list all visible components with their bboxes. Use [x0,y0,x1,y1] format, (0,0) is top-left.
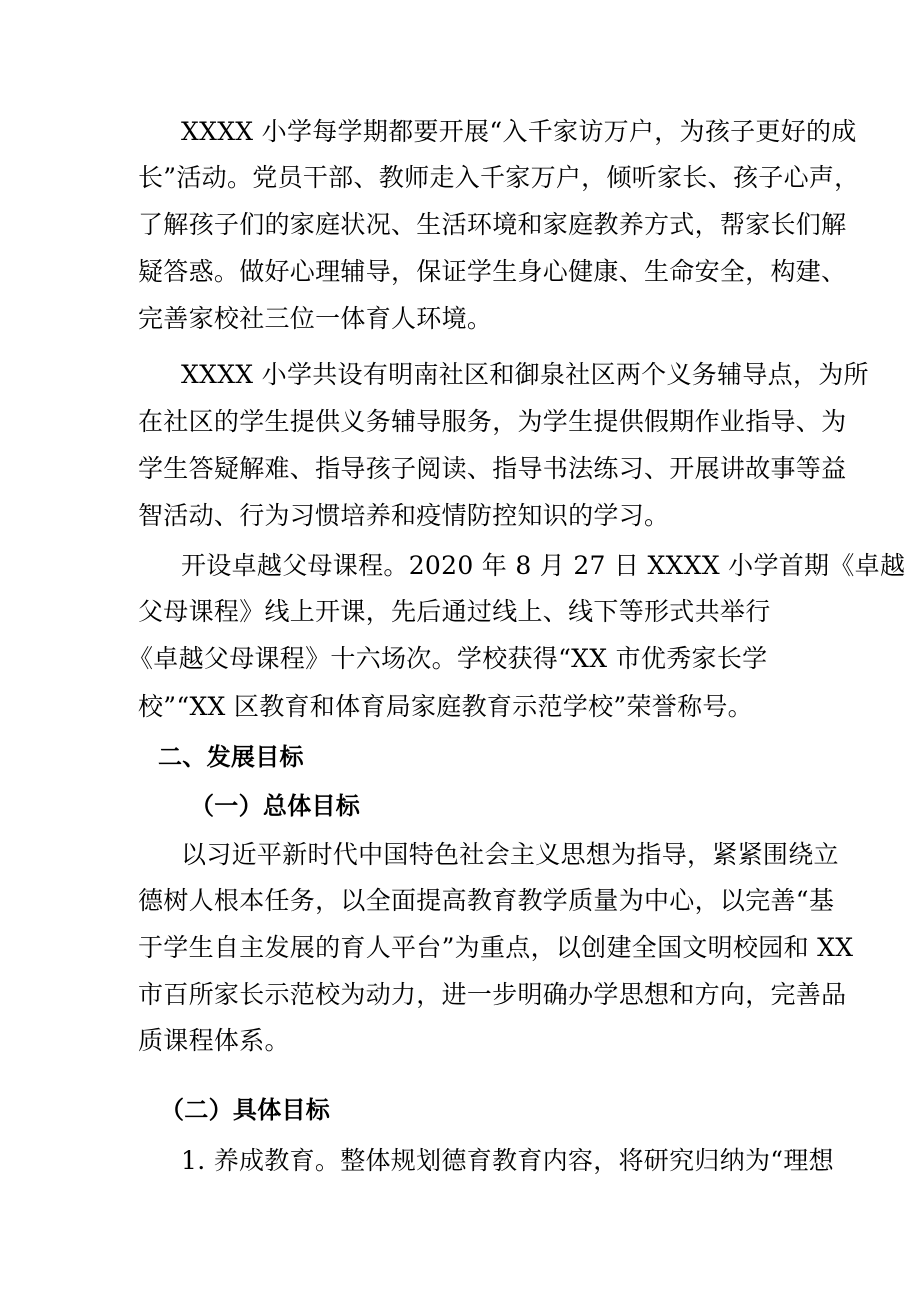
paragraph-4-line-5: 质课程体系。 [138,1026,290,1055]
paragraph-1-line-1: XXXX 小学每学期都要开展“入千家访万户，为孩子更好的成 [181,117,857,146]
paragraph-1-line-2: 长”活动。党员干部、教师走入千家万户，倾听家长、孩子心声， [138,163,860,192]
subheading-overall-goals: （一）总体目标 [190,792,361,820]
section-heading-development-goals: 二、发展目标 [158,743,304,771]
paragraph-5-line-1: 1. 养成教育。整体规划德育教育内容，将研究归纳为“理想 [181,1146,834,1175]
paragraph-3-line-4: 校”“XX 区教育和体育局家庭教育示范学校”荣誉称号。 [138,692,753,721]
paragraph-3-line-1: 开设卓越父母课程。2020 年 8 月 27 日 XXXX 小学首期《卓越 [181,551,906,580]
paragraph-2-line-1: XXXX 小学共设有明南社区和御泉社区两个义务辅导点，为所 [181,360,869,389]
paragraph-4-line-3: 于学生自主发展的育人平台”为重点，以创建全国文明校园和 XX [138,933,854,962]
paragraph-3-line-3: 《卓越父母课程》十六场次。学校获得“XX 市优秀家长学 [128,644,768,673]
paragraph-2-line-3: 学生答疑解难、指导孩子阅读、指导书法练习、开展讲故事等益 [138,454,847,483]
paragraph-1-line-5: 完善家校社三位一体育人环境。 [138,304,493,333]
paragraph-2-line-4: 智活动、行为习惯培养和疫情防控知识的学习。 [138,501,670,530]
paragraph-2-line-2: 在社区的学生提供义务辅导服务，为学生提供假期作业指导、为 [138,407,847,436]
paragraph-1-line-4: 疑答惑。做好心理辅导，保证学生身心健康、生命安全，构建、 [138,257,847,286]
paragraph-1-line-3: 了解孩子们的家庭状况、生活环境和家庭教养方式，帮家长们解 [138,210,847,239]
paragraph-3-line-2: 父母课程》线上开课，先后通过线上、线下等形式共举行 [138,597,771,626]
paragraph-4-line-1: 以习近平新时代中国特色社会主义思想为指导，紧紧围绕立 [181,840,839,869]
paragraph-4-line-2: 德树人根本任务，以全面提高教育教学质量为中心，以完善“基 [138,886,835,915]
paragraph-4-line-4: 市百所家长示范校为动力，进一步明确办学思想和方向，完善品 [138,980,847,1009]
subheading-specific-goals: （二）具体目标 [160,1096,331,1124]
